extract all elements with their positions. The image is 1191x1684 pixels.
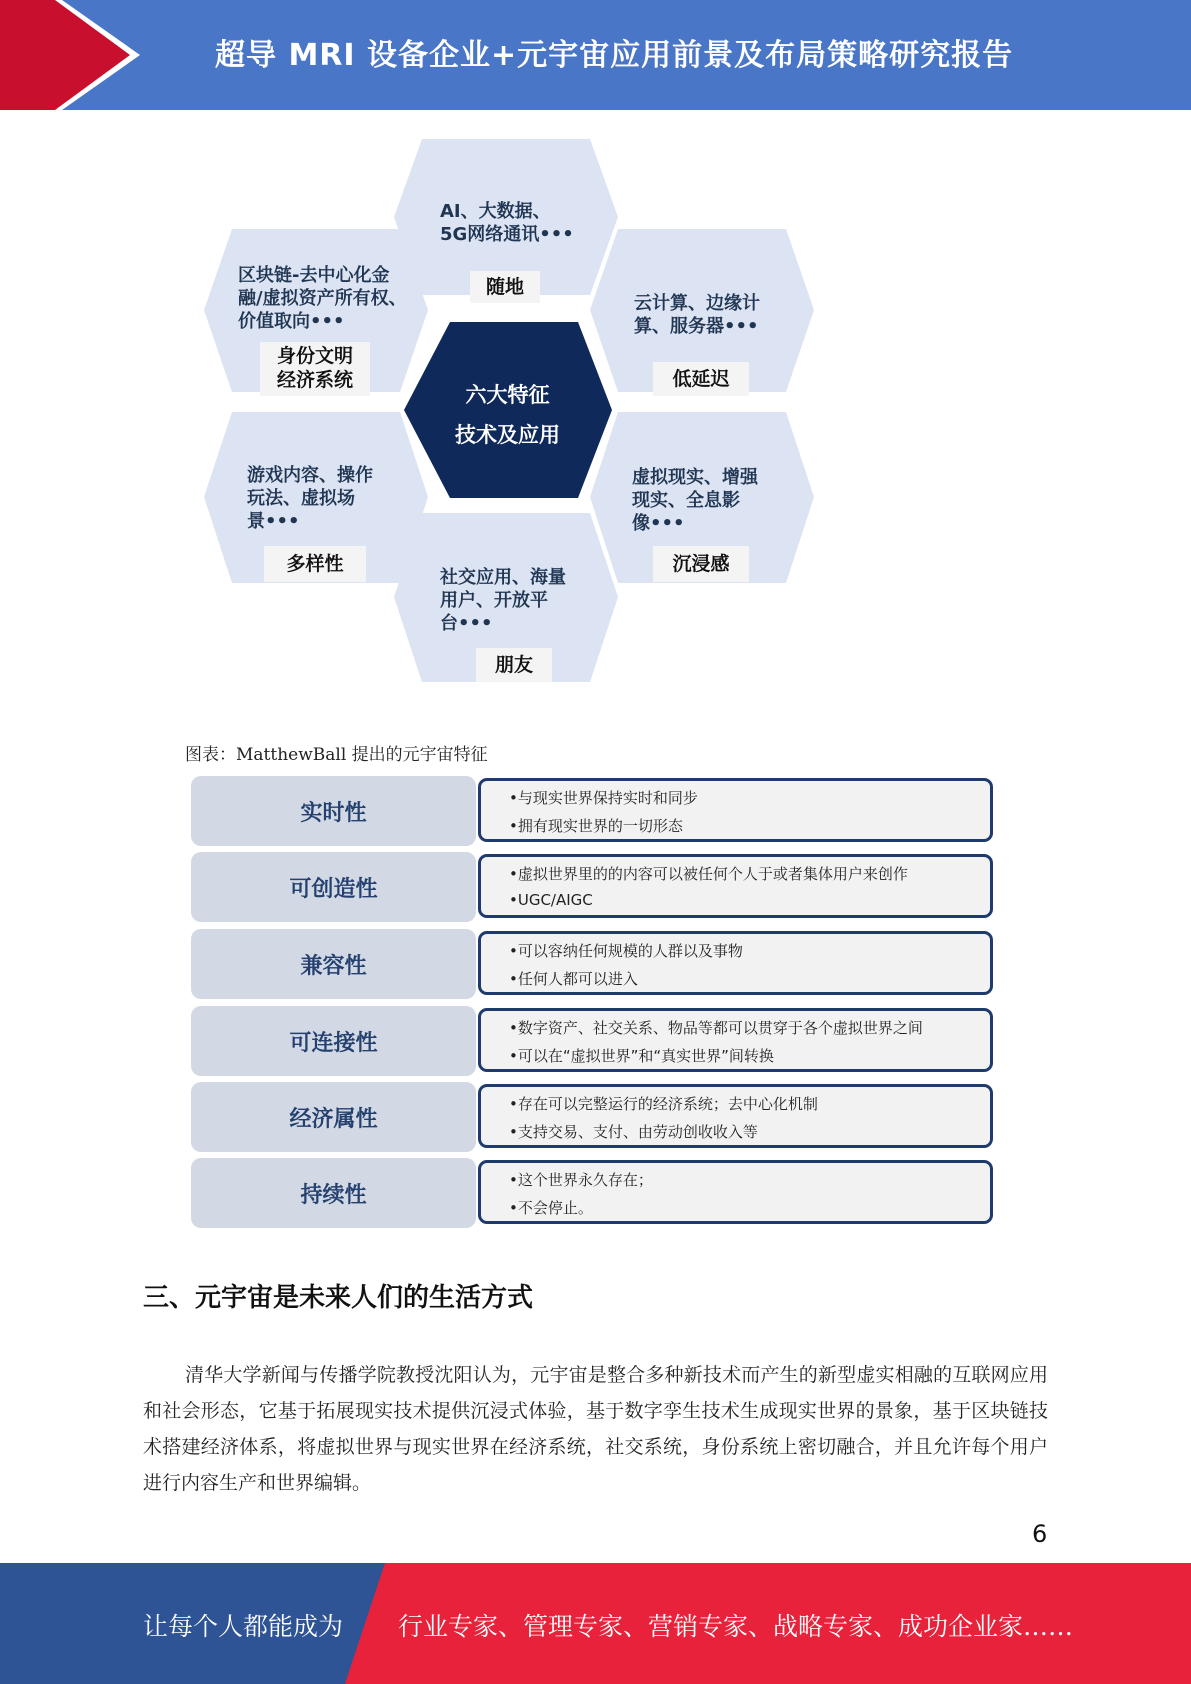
- figure-caption: 图表：MatthewBall 提出的元宇宙特征: [185, 745, 488, 765]
- hex-lower-left-label: 多样性: [264, 546, 366, 582]
- hex-bottom-text: 社交应用、海量 用户、开放平 台•••: [440, 567, 566, 634]
- hex-upper-right-label: 低延迟: [653, 362, 749, 396]
- hex-center-line2: 技术及应用: [455, 423, 560, 447]
- feature-name: 实时性: [191, 776, 476, 846]
- feature-point: •这个世界永久存在；: [509, 1171, 653, 1189]
- hex-top-label: 随地: [470, 271, 540, 303]
- hexagon-shapes: [0, 0, 1191, 700]
- hex-upper-right-text: 云计算、边缘计 算、服务器•••: [634, 293, 760, 337]
- feature-point: •存在可以完整运行的经济系统；去中心化机制: [509, 1095, 818, 1113]
- feature-point: •任何人都可以进入: [509, 970, 638, 988]
- table-row: [191, 852, 993, 922]
- table-row: [191, 1082, 993, 1152]
- feature-point: •支持交易、支付、由劳动创收收入等: [509, 1123, 758, 1141]
- feature-point: •拥有现实世界的一切形态: [509, 817, 683, 835]
- body-paragraph: 清华大学新闻与传播学院教授沈阳认为，元宇宙是整合多种新技术而产生的新型虚实相融的互联网应用和社会形态，它基于拓展现实技术提供沉浸式体验，基于数字孪生技术生成现实世界的景象，基于区块链技术搭建经济体系，将虚拟世界与现实世界在经济系统，社交系统，身份系统上密切融合，并且允许每个用户进行内容生产和世界编辑。: [143, 1364, 1048, 1494]
- feature-point: •虚拟世界里的的内容可以被任何个人于或者集体用户来创作: [509, 865, 908, 883]
- feature-description: [478, 778, 993, 842]
- footer-slogan-left: 让每个人都能成为: [143, 1612, 344, 1641]
- feature-point: •UGC/AIGC: [509, 891, 593, 909]
- feature-point: •数字资产、社交关系、物品等都可以贯穿于各个虚拟世界之间: [509, 1019, 923, 1037]
- hex-bottom-label: 朋友: [476, 648, 552, 682]
- hex-center-text: [405, 375, 610, 455]
- hexagon-diagram: [0, 0, 1191, 700]
- section-heading: 三、元宇宙是未来人们的生活方式: [143, 1283, 534, 1313]
- table-row: [191, 929, 993, 999]
- hex-upper-left-text: 区块链-去中心化金 融/虚拟资产所有权、 价值取向•••: [238, 265, 407, 332]
- table-row: [191, 776, 993, 846]
- feature-name: 可连接性: [191, 1006, 476, 1076]
- feature-name: 经济属性: [191, 1082, 476, 1152]
- feature-description: [478, 1160, 993, 1224]
- table-row: [191, 1158, 993, 1228]
- feature-description: [478, 1084, 993, 1148]
- hex-lower-left-text: 游戏内容、操作 玩法、虚拟场 景•••: [247, 465, 373, 532]
- footer-slogan-right: 行业专家、管理专家、营销专家、战略专家、成功企业家……: [398, 1612, 1074, 1641]
- hex-top-text: AI、大数据、 5G网络通讯•••: [440, 201, 574, 245]
- hex-center-line1: 六大特征: [465, 383, 550, 407]
- hex-lower-right-text: 虚拟现实、增强 现实、全息影 像•••: [632, 467, 758, 534]
- page-number: 6: [1032, 1520, 1048, 1548]
- feature-point: •与现实世界保持实时和同步: [509, 789, 698, 807]
- report-title: 超导 MRI 设备企业+元宇宙应用前景及布局策略研究报告: [215, 38, 1014, 73]
- feature-description: [478, 931, 993, 995]
- feature-point: •可以在“虚拟世界”和“真实世界”间转换: [509, 1047, 774, 1065]
- feature-point: •可以容纳任何规模的人群以及事物: [509, 942, 743, 960]
- feature-description: [478, 1008, 993, 1072]
- feature-name: 持续性: [191, 1158, 476, 1228]
- table-row: [191, 1006, 993, 1076]
- feature-point: •不会停止。: [509, 1199, 593, 1217]
- feature-description: [478, 854, 993, 918]
- feature-name: 兼容性: [191, 929, 476, 999]
- feature-name: 可创造性: [191, 852, 476, 922]
- hex-upper-left-label: 身份文明 经济系统: [260, 342, 370, 396]
- hex-lower-right-label: 沉浸感: [653, 546, 749, 582]
